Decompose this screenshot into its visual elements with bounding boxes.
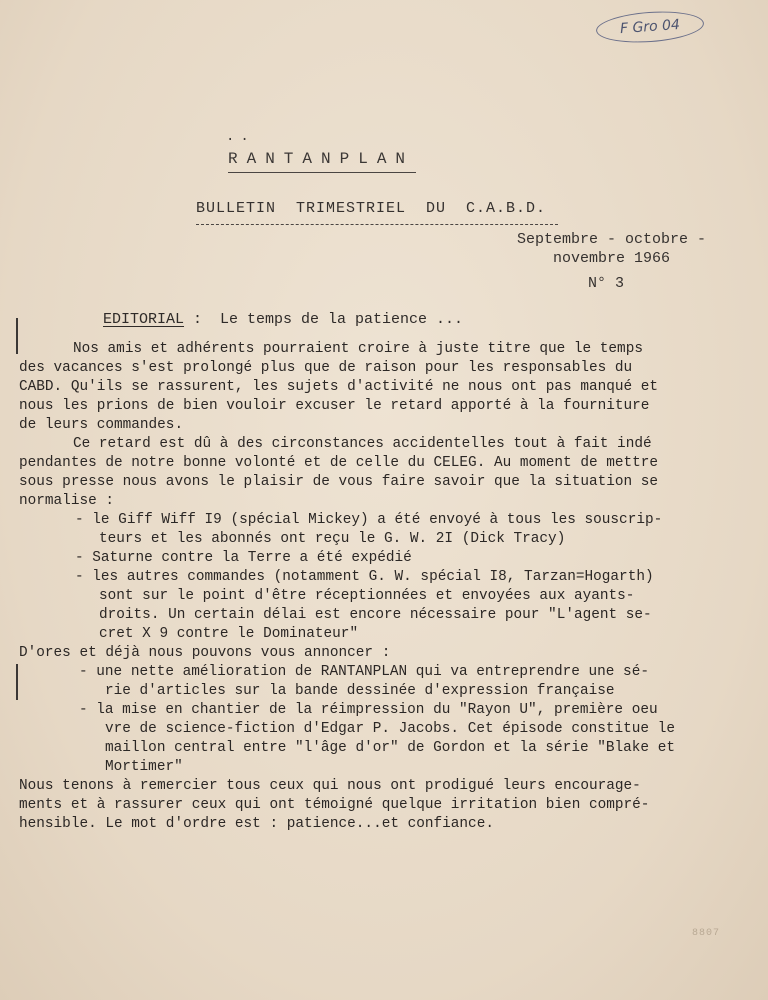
margin-mark-bottom xyxy=(16,664,18,700)
list-item-continuation: sont sur le point d'être réceptionnées et envoyées aux ayants- xyxy=(99,588,635,604)
list-item: - la mise en chantier de la réimpression du "Rayon U", première oeu xyxy=(79,702,658,718)
editorial-label: EDITORIAL xyxy=(103,311,185,328)
text-line: CABD. Qu'ils se rassurent, les sujets d'activité ne nous ont pas manqué et xyxy=(19,379,659,395)
issue-date-block xyxy=(517,230,706,293)
text-line: pendantes de notre bonne volonté et de celle du CELEG. Au moment de mettre xyxy=(19,455,659,471)
list-item-continuation: maillon central entre "l'âge d'or" de Gordon et la série "Blake et xyxy=(105,740,675,756)
list-item-continuation: droits. Un certain délai est encore nécessaire pour "L'agent se- xyxy=(99,607,652,623)
bulletin-title: RANTANPLAN xyxy=(228,150,415,168)
text-line: des vacances s'est prolongé plus que de raison pour les responsables du xyxy=(19,360,633,376)
list-item: - Saturne contre la Terre a été expédié xyxy=(75,550,412,566)
text-line: ments et à rassurer ceux qui ont témoigné quelque irritation bien compré- xyxy=(19,797,650,813)
text-line: nous les prions de bien vouloir excuser le retard apporté à la fourniture xyxy=(19,398,650,414)
text-line: de leurs commandes. xyxy=(19,417,184,433)
list-item: - les autres commandes (notamment G. W. spécial I8, Tarzan=Hogarth) xyxy=(75,569,654,585)
text-line: Ce retard est dû à des circonstances accidentelles tout à fait indé xyxy=(73,436,652,452)
text-line: D'ores et déjà nous pouvons vous annoncer : xyxy=(19,645,391,661)
bulletin-subtitle: BULLETIN TRIMESTRIEL DU C.A.B.D. xyxy=(196,200,547,217)
subtitle-dashed-rule xyxy=(196,224,558,225)
editorial-body xyxy=(19,340,749,834)
editorial-heading xyxy=(103,311,463,328)
date-line-2: novembre 1966 xyxy=(553,250,671,267)
list-item-continuation: rie d'articles sur la bande dessinée d'expression française xyxy=(105,683,615,699)
archive-stamp: F Gro 04 xyxy=(595,8,705,45)
issue-number: N° 3 xyxy=(588,275,625,292)
text-line: Nos amis et adhérents pourraient croire à juste titre que le temps xyxy=(73,341,643,357)
list-item-continuation: vre de science-fiction d'Edgar P. Jacobs. Cet épisode constitue le xyxy=(105,721,675,737)
list-item-continuation: cret X 9 contre le Dominateur" xyxy=(99,626,359,642)
date-line-1: Septembre - octobre - xyxy=(517,231,707,248)
editorial-title: : Le temps de la patience ... xyxy=(184,311,464,328)
list-item-continuation: teurs et les abonnés ont reçu le G. W. 2I (Dick Tracy) xyxy=(99,531,566,547)
list-item: - le Giff Wiff I9 (spécial Mickey) a été envoyé à tous les souscrip- xyxy=(75,512,663,528)
title-underline xyxy=(228,172,416,173)
text-line: hensible. Le mot d'ordre est : patience...et confiance. xyxy=(19,816,494,832)
title-dots: ·· xyxy=(226,132,255,148)
text-line: sous presse nous avons le plaisir de vous faire savoir que la situation se xyxy=(19,474,659,490)
text-line: normalise : xyxy=(19,493,114,509)
margin-mark-top xyxy=(16,318,18,354)
text-line: Nous tenons à remercier tous ceux qui nous ont prodigué leurs encourage- xyxy=(19,778,641,794)
list-item: - une nette amélioration de RANTANPLAN qui va entreprendre une sé- xyxy=(79,664,649,680)
faint-archive-number: 8807 xyxy=(692,928,721,939)
list-item-continuation: Mortimer" xyxy=(105,759,183,775)
